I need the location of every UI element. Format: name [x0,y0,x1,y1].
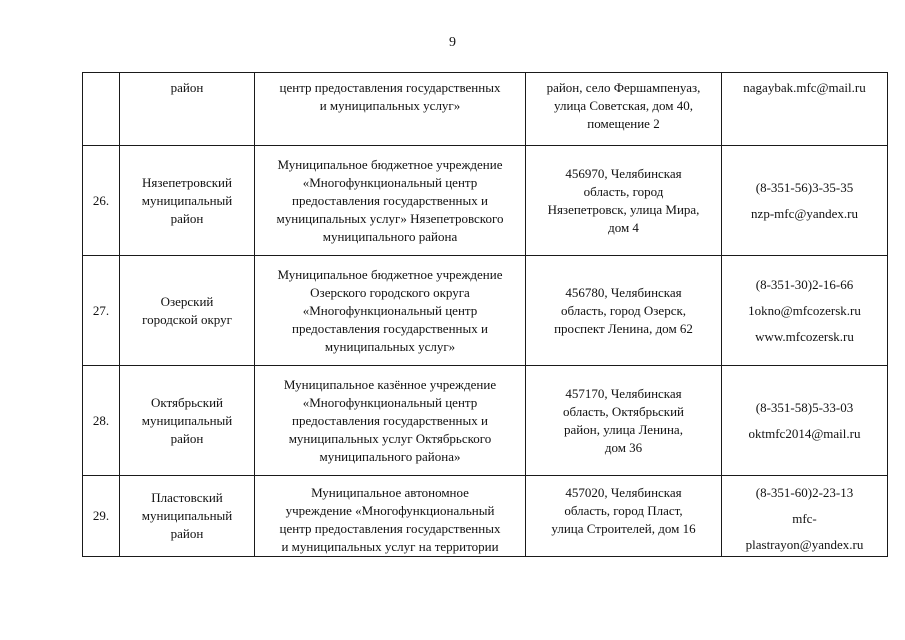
cell-district-line: муниципальный [141,192,233,208]
cell-number: 26. [83,146,120,256]
cell-contacts-line: 1okno@mfcozersk.ru [748,302,861,318]
cell-number [83,73,120,146]
cell-organization-line: предоставления государственных и [292,320,488,336]
cell-district [120,366,255,476]
cell-address-line: 456780, Челябинская [565,284,682,300]
cell-district-line: муниципальный [141,412,233,428]
cell-address-line: дом 4 [608,219,639,235]
cell-organization-line: Муниципальное бюджетное учреждение [277,266,503,282]
cell-contacts [722,146,888,256]
table-row [83,476,888,557]
cell-organization-line: Озерского городского округа [310,284,470,300]
cell-address-line: область, город Пласт, [564,503,683,518]
cell-district-line: Пластовский [151,490,223,505]
cell-organization-line: муниципальных услуг» [324,338,456,354]
cell-organization [255,256,526,366]
cell-organization-line: центр предоставления государственных [279,521,501,536]
cell-organization-line: «Многофункциональный центр [302,302,478,318]
cell-contacts [722,73,888,146]
cell-organization-line: центр предоставления государственных [279,80,501,95]
mfc-registry-table [82,72,888,557]
cell-address-line: область, Октябрьский [563,403,684,419]
cell-district-line: район [170,526,204,541]
cell-district-line: Октябрьский [150,394,224,410]
cell-organization-line: предоставления государственных и [292,412,488,428]
cell-district-line: Нязепетровский [142,174,232,190]
cell-organization-line: Муниципальное автономное [311,485,469,500]
cell-district [120,146,255,256]
cell-address-line: помещение 2 [587,116,660,131]
cell-address-line: 457170, Челябинская [565,385,682,401]
cell-address-line: 457020, Челябинская [565,485,682,500]
table-row [83,146,888,256]
cell-address [526,366,722,476]
cell-organization-line: муниципальных услуг» Нязепетровского [276,210,504,226]
cell-organization-line: Муниципальное бюджетное учреждение [277,156,503,172]
cell-address-line: область, город Озерск, [560,302,687,318]
cell-contacts [722,366,888,476]
cell-organization [255,73,526,146]
cell-contacts [722,256,888,366]
cell-organization-line: Муниципальное казённое учреждение [283,376,497,392]
cell-address-line: Нязепетровск, улица Мира, [547,201,700,217]
cell-contacts-line: (8-351-60)2-23-13 [755,485,854,500]
cell-organization [255,476,526,557]
cell-district [120,73,255,146]
cell-address-line: область, город [583,183,664,199]
cell-address-line: дом 36 [604,439,643,455]
cell-district [120,476,255,557]
cell-address [526,256,722,366]
cell-contacts-line: (8-351-30)2-16-66 [755,276,854,292]
cell-district-line: городской округ [142,311,232,327]
table-row [83,256,888,366]
cell-organization [255,366,526,476]
table-row [83,366,888,476]
cell-contacts-line: (8-351-58)5-33-03 [755,399,854,415]
cell-contacts-line: nagaybak.mfc@mail.ru [743,80,866,95]
cell-number: 28. [83,366,120,476]
cell-number: 27. [83,256,120,366]
cell-address-line: район, улица Ленина, [564,421,683,437]
cell-number: 29. [83,476,120,557]
cell-organization-line: учреждение «Многофункциональный [285,503,495,518]
cell-district-line: муниципальный [141,508,233,523]
cell-address-line: проспект Ленина, дом 62 [554,320,693,336]
cell-organization-line: «Многофункциональный центр [302,394,478,410]
cell-organization-line: и муниципальных услуг» [319,98,461,113]
cell-contacts-line: plastrayon@yandex.ru [745,537,864,552]
cell-address [526,73,722,146]
cell-contacts-line: (8-351-56)3-35-35 [755,179,854,195]
cell-contacts-line: nzp-mfc@yandex.ru [751,205,858,221]
cell-organization-line: и муниципальных услуг на территории [281,539,499,554]
cell-organization-line: муниципальных услуг Октябрьского [288,430,492,446]
cell-organization-line: «Многофункциональный центр [302,174,478,190]
cell-district [120,256,255,366]
cell-district-line: район [170,80,204,95]
cell-contacts-line: mfc- [792,511,817,526]
cell-address [526,146,722,256]
cell-address-line: улица Строителей, дом 16 [551,521,696,536]
page-number: 9 [449,35,456,50]
cell-contacts-line: www.mfcozersk.ru [755,328,854,344]
cell-organization-line: муниципального района» [319,448,461,464]
cell-organization [255,146,526,256]
cell-address-line: 456970, Челябинская [565,165,682,181]
cell-address [526,476,722,557]
cell-address-line: улица Советская, дом 40, [554,98,693,113]
cell-district-line: район [170,430,204,446]
cell-contacts [722,476,888,557]
table-row [83,73,888,146]
cell-organization-line: муниципального района [322,228,458,244]
cell-organization-line: предоставления государственных и [292,192,488,208]
cell-district-line: Озерский [160,293,214,309]
table-body [83,73,888,557]
cell-contacts-line: oktmfc2014@mail.ru [748,425,861,441]
cell-address-line: район, село Фершампенуаз, [546,80,701,95]
cell-district-line: район [170,210,204,226]
